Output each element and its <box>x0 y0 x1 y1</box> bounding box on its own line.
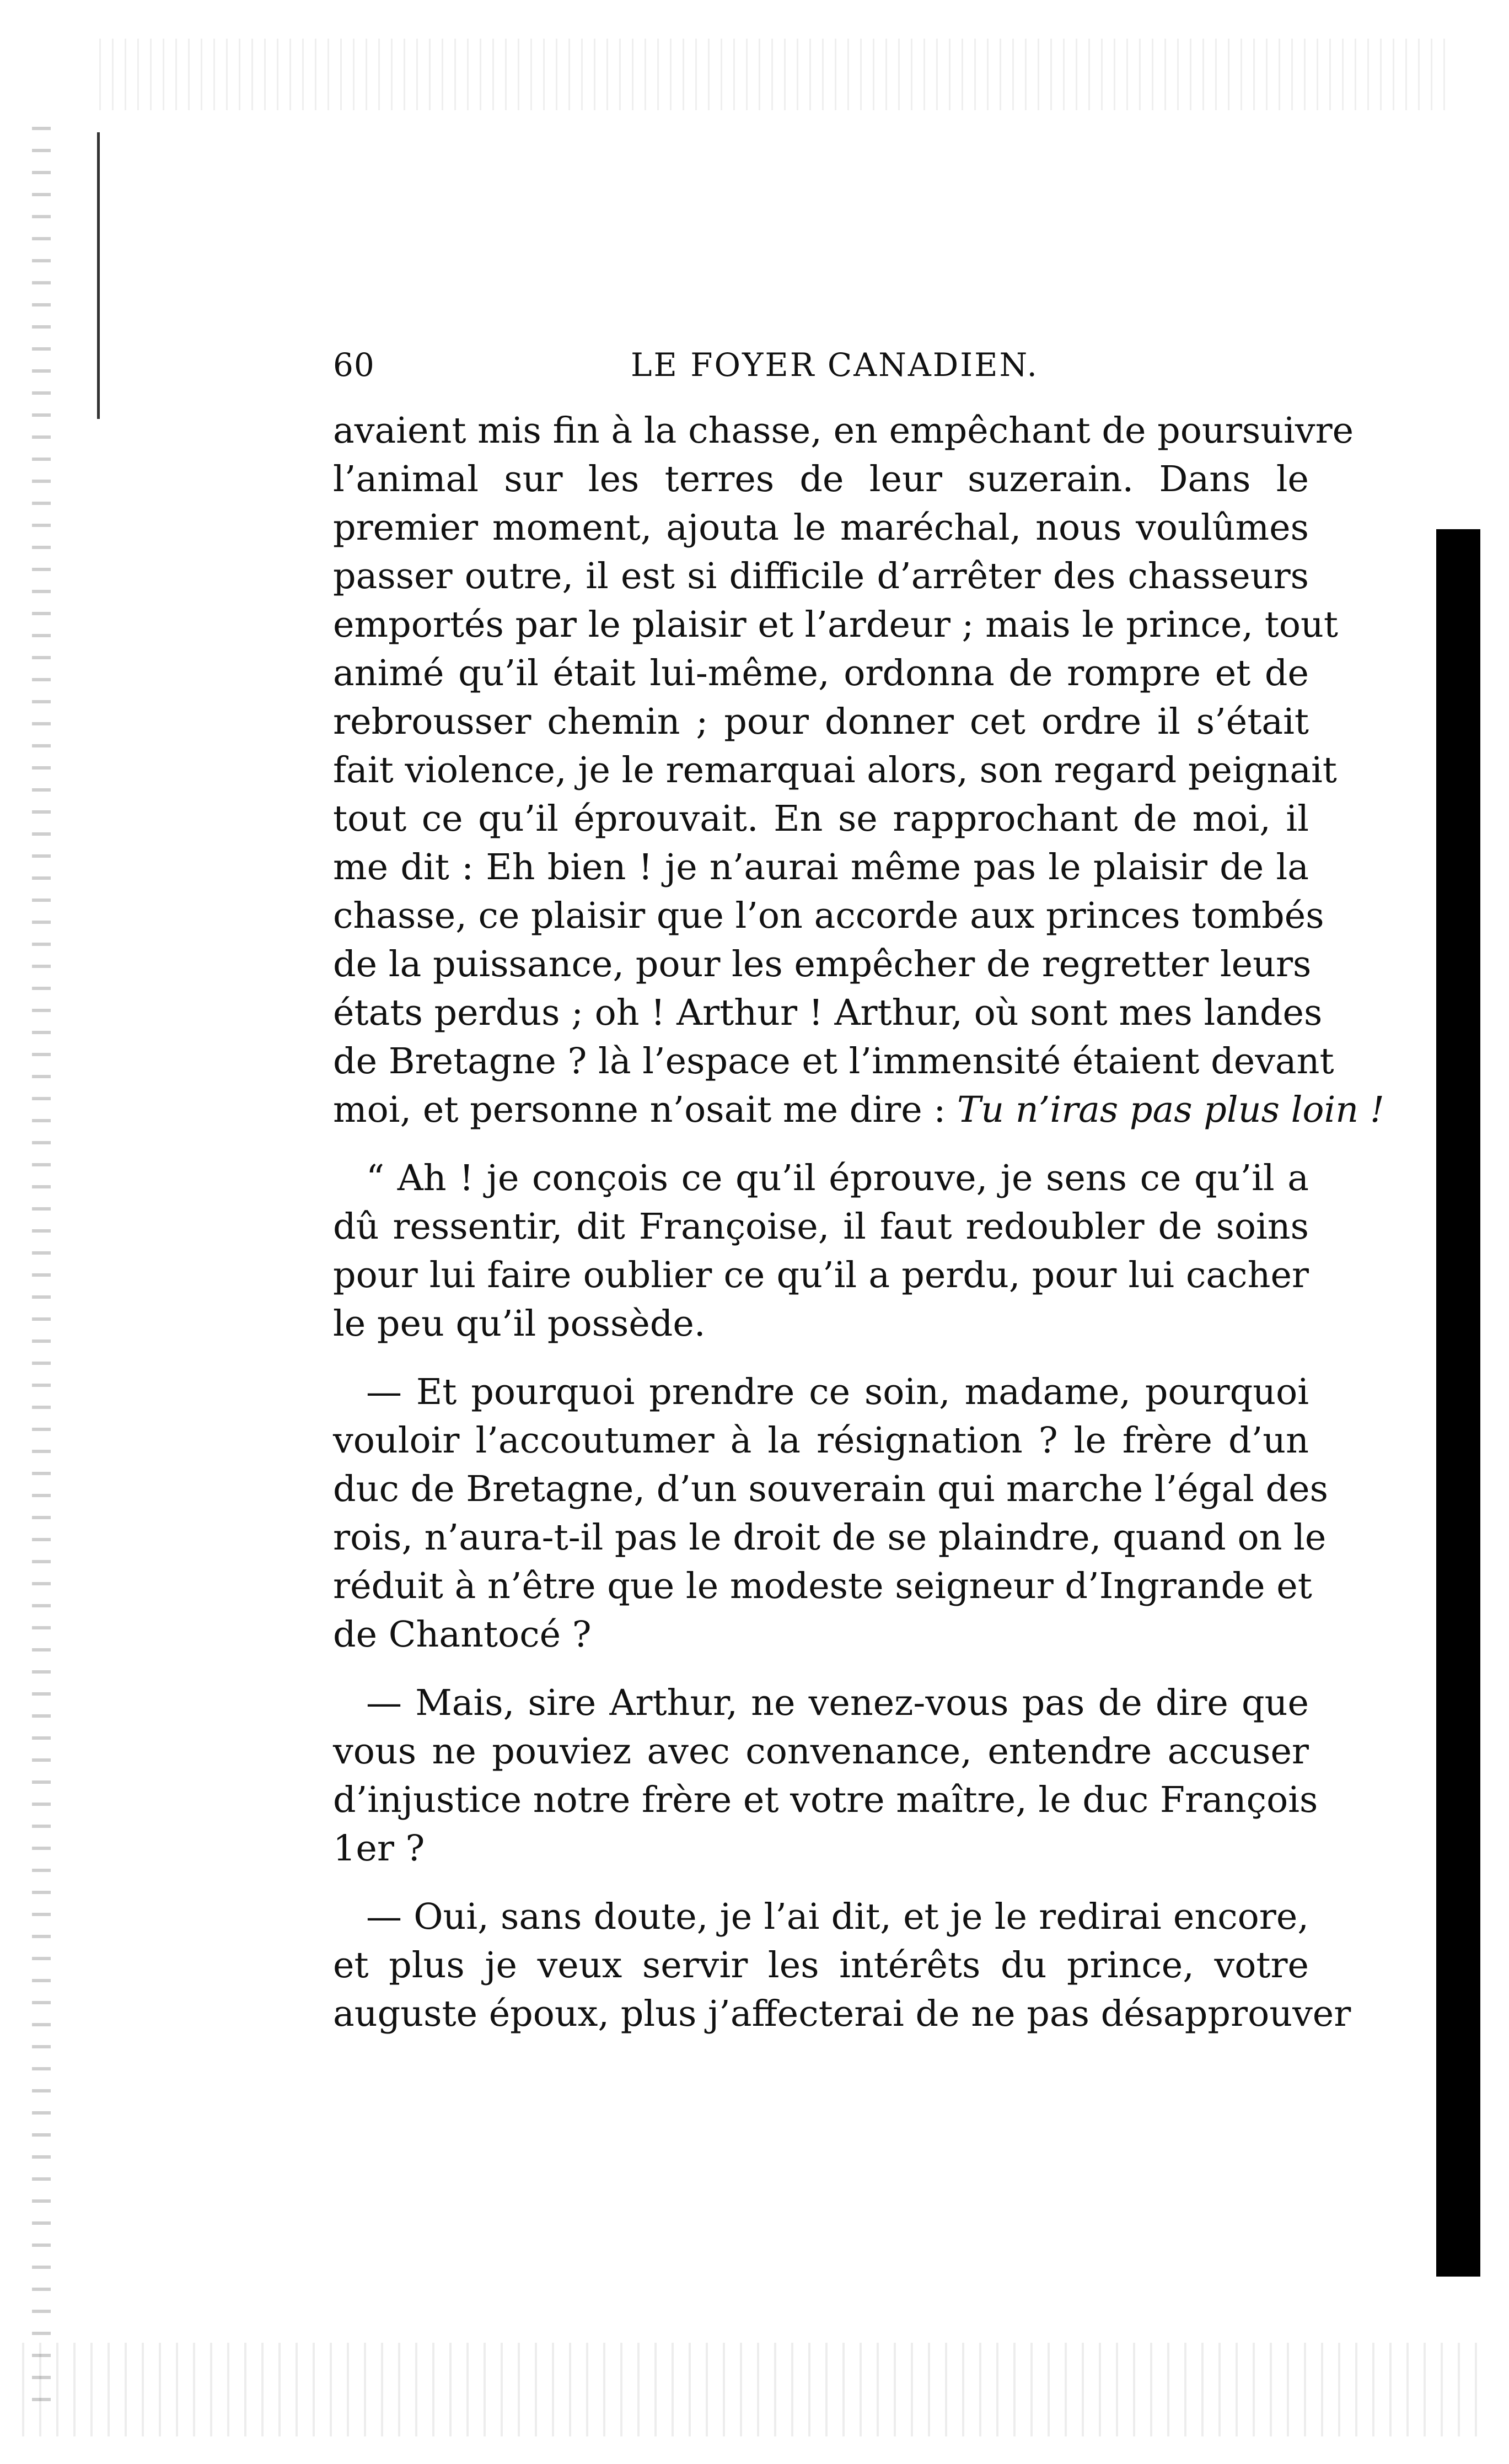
text-line: premier moment, ajouta le maréchal, nous voulûmes <box>333 507 1309 548</box>
text-line: me dit : Eh bien ! je n’aurai même pas le plaisir de la <box>333 847 1309 888</box>
page-number: 60 <box>333 346 375 384</box>
scan-noise-left <box>32 127 51 2414</box>
scan-left-margin-line <box>97 132 100 419</box>
text-line: “ Ah ! je conçois ce qu’il éprouve, je sens ce qu’il a <box>366 1158 1309 1199</box>
text-line: — Mais, sire Arthur, ne venez-vous pas de dire que <box>366 1682 1309 1724</box>
text-line: l’animal sur les terres de leur suzerain. Dans le <box>333 459 1309 500</box>
text-line: dû ressentir, dit Françoise, il faut redoubler de soins <box>333 1206 1309 1247</box>
text-line: duc de Bretagne, d’un souverain qui marche l’égal des <box>333 1468 1328 1510</box>
text-line: 1er ? <box>333 1828 425 1869</box>
paragraph-gap <box>333 1134 1309 1154</box>
paragraph-gap <box>333 1348 1309 1368</box>
text-line: animé qu’il était lui-même, ordonna de rompre et de <box>333 653 1309 694</box>
text-line: de Bretagne ? là l’espace et l’immensité étaient devant <box>333 1041 1334 1082</box>
text-line: — Et pourquoi prendre ce soin, madame, pourquoi <box>366 1371 1309 1413</box>
text-line: auguste époux, plus j’affecterai de ne pas désapprouver <box>333 1993 1351 2035</box>
text-line: vouloir l’accoutumer à la résignation ? le frère d’un <box>333 1420 1309 1461</box>
text-italic-quote: Tu n’iras pas plus loin ! <box>957 1089 1384 1131</box>
text-line: passer outre, il est si difficile d’arrêter des chasseurs <box>333 556 1309 597</box>
scan-right-black-bar <box>1436 529 1480 2277</box>
text-line: emportés par le plaisir et l’ardeur ; mais le prince, tout <box>333 604 1338 645</box>
paragraph-gap <box>333 1873 1309 1893</box>
scan-noise-bottom <box>22 2343 1483 2436</box>
text-line: réduit à n’être que le modeste seigneur d’Ingrande et <box>333 1565 1312 1607</box>
text-line: avaient mis fin à la chasse, en empêchant de poursuivre <box>333 410 1354 451</box>
text-line: d’injustice notre frère et votre maître, le duc François <box>333 1779 1318 1821</box>
text-line: vous ne pouviez avec convenance, entendre accuser <box>333 1731 1309 1772</box>
text-line: pour lui faire oublier ce qu’il a perdu, pour lui cacher <box>333 1255 1309 1296</box>
text-line: le peu qu’il possède. <box>333 1303 706 1344</box>
text-line: rebrousser chemin ; pour donner cet ordre il s’était <box>333 701 1309 743</box>
text-line: et plus je veux servir les intérêts du prince, votre <box>333 1945 1309 1986</box>
text-line: de Chantocé ? <box>333 1614 592 1655</box>
text-line: fait violence, je le remarquai alors, son regard peignait <box>333 750 1337 791</box>
text-line-with-quote <box>333 1086 1384 1134</box>
text-line: états perdus ; oh ! Arthur ! Arthur, où sont mes landes <box>333 992 1323 1034</box>
text-line: chasse, ce plaisir que l’on accorde aux princes tombés <box>333 895 1324 937</box>
text-line: tout ce qu’il éprouvait. En se rapprochant de moi, il <box>333 798 1309 840</box>
scan-noise-top <box>99 39 1450 110</box>
page-header <box>333 346 1303 390</box>
text-plain: moi, et personne n’osait me dire : <box>333 1089 957 1131</box>
paragraph-gap <box>333 1659 1309 1679</box>
running-title: LE FOYER CANADIEN. <box>631 346 1039 384</box>
text-line: rois, n’aura-t-il pas le droit de se plaindre, quand on le <box>333 1517 1327 1558</box>
text-line: — Oui, sans doute, je l’ai dit, et je le redirai encore, <box>366 1896 1309 1938</box>
body-text <box>333 407 1384 2038</box>
text-line: de la puissance, pour les empêcher de regretter leurs <box>333 944 1312 985</box>
